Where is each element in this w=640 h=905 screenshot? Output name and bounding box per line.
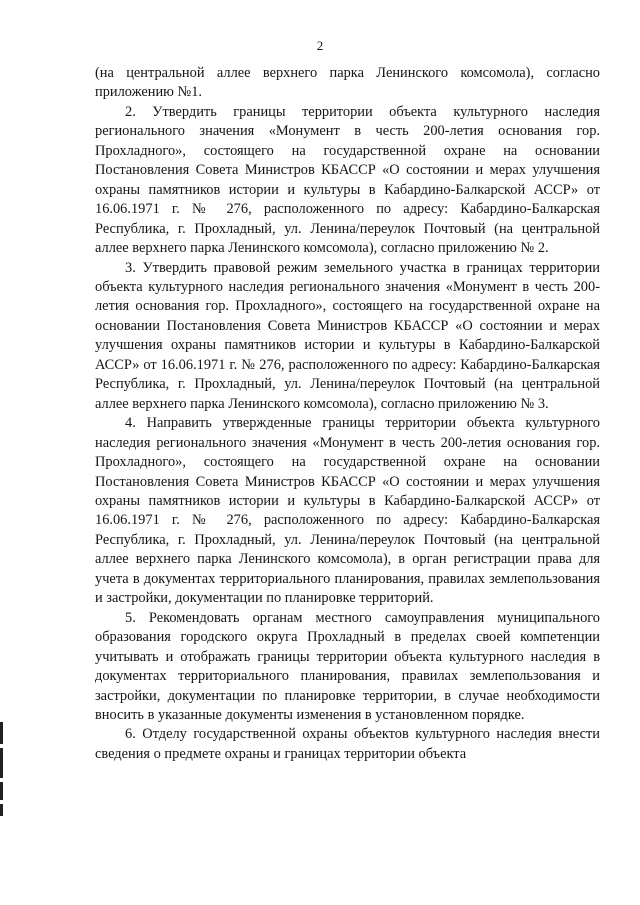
scan-margin-marks	[0, 722, 3, 817]
document-body	[95, 64, 600, 764]
page-number: 2	[316, 38, 324, 53]
paragraph-item-4: 4. Направить утвержденные границы территории объекта культурного наследия регионального значения «Монумент в честь 200-летия основания гор. Прохладного», состоящего на государственной охране на основании Постановления Совета Министров КБАССР «О состоянии и мерах улучшения охраны памятников истории и культуры в Кабардино-Балкарской АССР» от 16.06.1971 г. № 276, расположенного по адресу: Кабардино-Балкарская Республика, г. Прохладный, ул. Ленина/переулок Почтовый (на центральной аллее верхнего парка Ленинского комсомола), в орган регистрации права для учета в документах территориального планирования, правилах землепользования и застройки, документации по планировке территорий.	[95, 415, 600, 607]
paragraph-item-5: 5. Рекомендовать органам местного самоуправления муниципального образования городского округа Прохладный в пределах своей компетенции учитывать и отображать границы территории объекта культурного наследия в документах территориального планирования, правилах землепользования и застройки, документации по планировке территории, в случае необходимости вносить в указанные документы изменения в установленном порядке.	[95, 609, 600, 723]
paragraph-item-6: 6. Отделу государственной охраны объектов культурного наследия внести сведения о предмете охраны и границах территории объекта	[95, 726, 600, 762]
paragraph-item-2: 2. Утвердить границы территории объекта культурного наследия регионального значения «Монумент в честь 200-летия основания гор. Прохладного», состоящего на государственной охране на основании Постановления Совета Министров КБАССР «О состоянии и мерах улучшения охраны памятников истории и культуры в Кабардино-Балкарской АССР» от 16.06.1971 г. № 276, расположенного по адресу: Кабардино-Балкарская Республика, г. Прохладный, ул. Ленина/переулок Почтовый (на центральной аллее верхнего парка Ленинского комсомола), согласно приложению № 2.	[95, 103, 600, 257]
paragraph-continuation: (на центральной аллее верхнего парка Ленинского комсомола), согласно приложению №1.	[95, 65, 600, 101]
paragraph-item-3: 3. Утвердить правовой режим земельного участка в границах территории объекта культурного наследия регионального значения «Монумент в честь 200-летия основания гор. Прохладного», состоящего на государственной охране на основании Постановления Совета Министров КБАССР «О состоянии и мерах улучшения охраны памятников истории и культуры в Кабардино-Балкарской АССР» от 16.06.1971 г. № 276, расположенного по адресу: Кабардино-Балкарская Республика, г. Прохладный, ул. Ленина/переулок Почтовый (на центральной аллее верхнего парка Ленинского комсомола), согласно приложению № 3.	[95, 259, 600, 412]
